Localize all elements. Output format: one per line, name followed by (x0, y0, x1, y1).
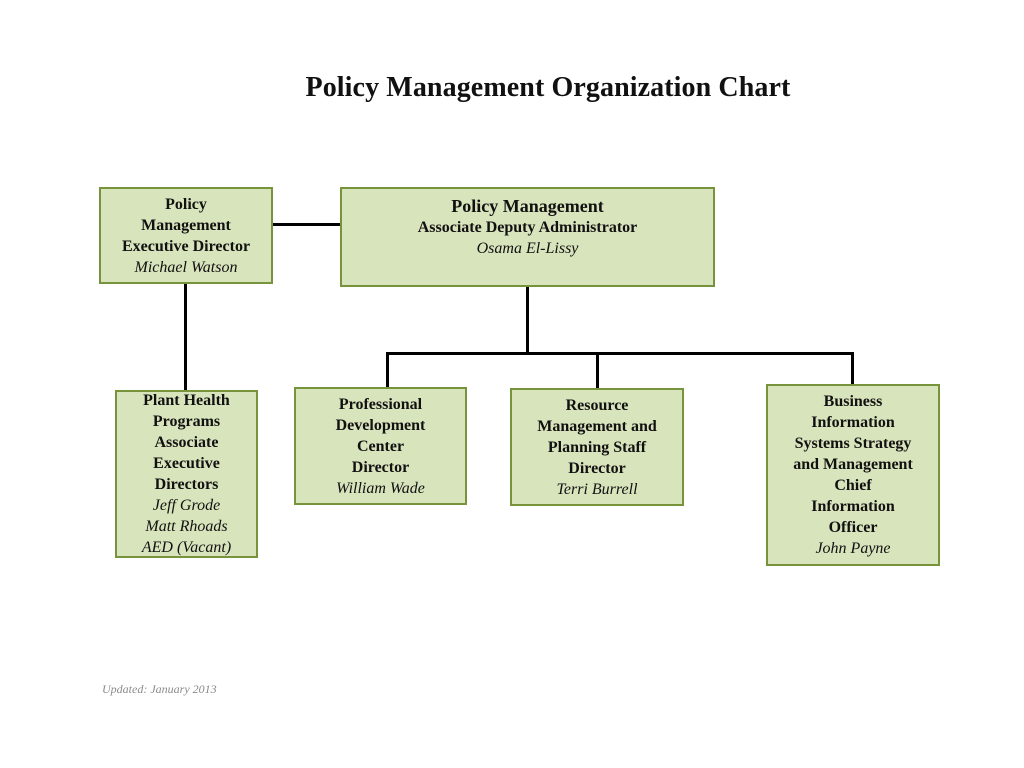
box-title-line: Chief (834, 477, 872, 494)
box-person-name: Terri Burrell (556, 480, 638, 498)
org-box-professional-development-center (294, 387, 467, 505)
box-title-line: Plant Health (143, 392, 230, 409)
box-title-line: Development (335, 416, 426, 434)
box-title-line: Planning Staff (547, 438, 647, 456)
box-title-line: Executive (153, 455, 220, 472)
box-person-name: AED (Vacant) (141, 539, 232, 556)
box-title-line: Programs (152, 413, 221, 430)
connector-to-professional-development (386, 352, 389, 389)
box-title-line: Directors (154, 476, 219, 493)
box-title-line: Information (811, 498, 895, 515)
box-title-line: Executive Director (121, 237, 251, 255)
connector-ada-down (526, 285, 529, 353)
box-title-line: Director (568, 459, 626, 477)
org-box-resource-management (510, 388, 684, 506)
box-title-line: Management (141, 216, 231, 234)
org-box-associate-deputy-administrator (340, 187, 715, 287)
box-title-line: Director (351, 458, 410, 476)
connector-to-business-information (851, 352, 854, 386)
box-title-line: Center (356, 437, 405, 455)
box-person-name: Jeff Grode (152, 497, 221, 514)
box-title-line: Associate (154, 434, 219, 451)
updated-footnote: Updated: January 2013 (102, 682, 217, 696)
box-title-line: and Management (793, 456, 913, 473)
box-title-line: Professional (338, 395, 423, 413)
box-person-name: Osama El-Lissy (476, 240, 579, 257)
org-box-executive-director (99, 187, 273, 284)
connector-horizontal-bus (386, 352, 854, 355)
chart-title: Policy Management Organization Chart (305, 72, 791, 103)
org-box-plant-health-programs (115, 390, 258, 558)
box-person-name: John Payne (815, 540, 891, 557)
box-title-line: Associate Deputy Administrator (417, 219, 638, 236)
box-title-line: Officer (828, 519, 878, 536)
box-title-line: Business (823, 393, 883, 410)
connector-exec-to-ada (271, 223, 342, 226)
box-person-name: William Wade (336, 479, 425, 497)
connector-to-resource-management (596, 352, 599, 390)
box-title-line: Systems Strategy (794, 435, 912, 452)
box-title-line: Policy (165, 195, 207, 213)
box-title-line: Policy Management (451, 196, 604, 216)
connector-exec-down (184, 282, 187, 392)
box-title-line: Management and (537, 417, 657, 435)
box-title-line: Resource (565, 396, 629, 414)
box-person-name: Michael Watson (134, 258, 238, 276)
box-person-name: Matt Rhoads (145, 518, 228, 535)
box-title-line: Information (811, 414, 895, 431)
org-box-business-information-systems (766, 384, 940, 566)
